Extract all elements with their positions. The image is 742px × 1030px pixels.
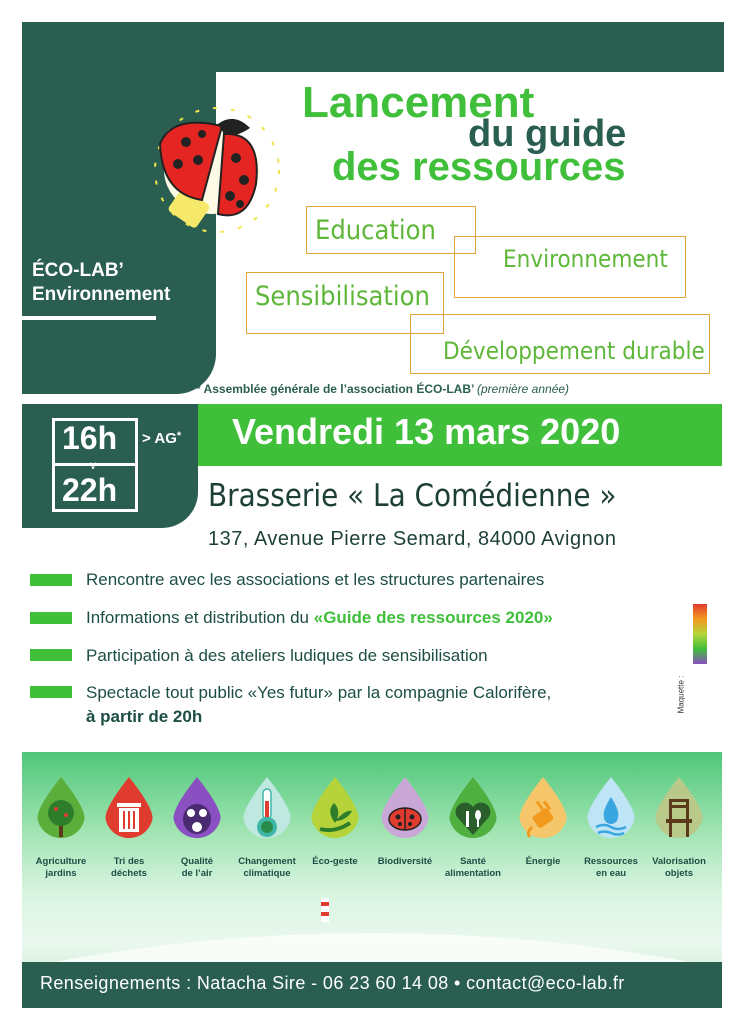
theme-label-air: Qualité de l’air xyxy=(180,856,214,879)
water-drop-icon xyxy=(584,775,638,845)
program-item-1: Rencontre avec les associations et les structures partenaires xyxy=(86,570,545,589)
title-line2: du guide xyxy=(468,113,627,155)
theme-label-ecogeste: Éco-geste xyxy=(312,856,358,867)
chair-icon xyxy=(652,775,706,845)
tag-education: Education xyxy=(306,206,476,254)
designer-credit xyxy=(676,604,712,716)
theme-label-tri: Tri des déchets xyxy=(111,856,147,879)
gas-mask-icon xyxy=(170,775,224,845)
org-name-line2: Environnement xyxy=(32,284,171,305)
org-name-line1: ÉCO-LAB’ xyxy=(32,260,124,281)
trash-icon xyxy=(102,775,156,845)
credit-logo xyxy=(693,604,707,664)
org-underline xyxy=(22,316,156,320)
theme-label-valorisation: Valorisation objets xyxy=(652,856,706,879)
plant-hand-icon xyxy=(308,775,362,845)
venue-name: Brasserie « La Comédienne » xyxy=(208,478,617,514)
bulb-ladybug-illustration xyxy=(132,104,302,244)
event-date: Vendredi 13 mars 2020 xyxy=(232,411,621,452)
theme-label-agriculture: Agriculture jardins xyxy=(35,856,87,879)
theme-label-eau: Ressources en eau xyxy=(584,856,638,879)
theme-label-climat: Changement climatique xyxy=(238,856,296,879)
title-line3: des ressources xyxy=(332,145,626,189)
lighthouse-icon xyxy=(318,898,332,922)
ag-label: > AG* xyxy=(142,430,182,447)
program-item-3: Participation à des ateliers ludiques de sensibilisation xyxy=(86,646,488,665)
thermometer-icon xyxy=(240,775,294,845)
end-time: 22h xyxy=(62,472,118,508)
contact-info: Renseignements : Natacha Sire - 06 23 60 14 08 • contact@eco-lab.fr xyxy=(40,973,625,993)
title-line1: Lancement xyxy=(302,78,535,127)
ag-note: * Assemblée générale de l’association ÉCO-LAB’ (première année) xyxy=(196,382,570,396)
theme-label-biodiversite: Biodiversité xyxy=(377,856,433,867)
credit-label: Maquette : xyxy=(676,675,686,714)
time-arrow: v xyxy=(90,458,96,472)
theme-label-energie: Énergie xyxy=(525,856,561,867)
hill-shape xyxy=(22,918,722,968)
plug-icon xyxy=(516,775,570,845)
bullet xyxy=(30,612,72,624)
bullet xyxy=(30,649,72,661)
start-time: 16h xyxy=(62,420,118,456)
ladybug-icon xyxy=(378,775,432,845)
theme-label-sante: Santé alimentation xyxy=(445,856,501,879)
program-item-4-line2: à partir de 20h xyxy=(86,707,203,726)
venue-address: 137, Avenue Pierre Semard, 84000 Avignon xyxy=(208,528,617,550)
tag-environnement: Environnement xyxy=(454,236,686,298)
program-item-4: Spectacle tout public «Yes futur» par la compagnie Calorifère, xyxy=(86,683,552,702)
heart-food-icon xyxy=(446,775,500,845)
bullet xyxy=(30,574,72,586)
program-item-2: Informations et distribution du «Guide des ressources 2020» xyxy=(86,608,553,627)
tag-developpement-durable: Développement durable xyxy=(410,314,710,374)
tree-icon xyxy=(34,775,88,845)
tag-sensibilisation: Sensibilisation xyxy=(246,272,444,334)
bullet xyxy=(30,686,72,698)
